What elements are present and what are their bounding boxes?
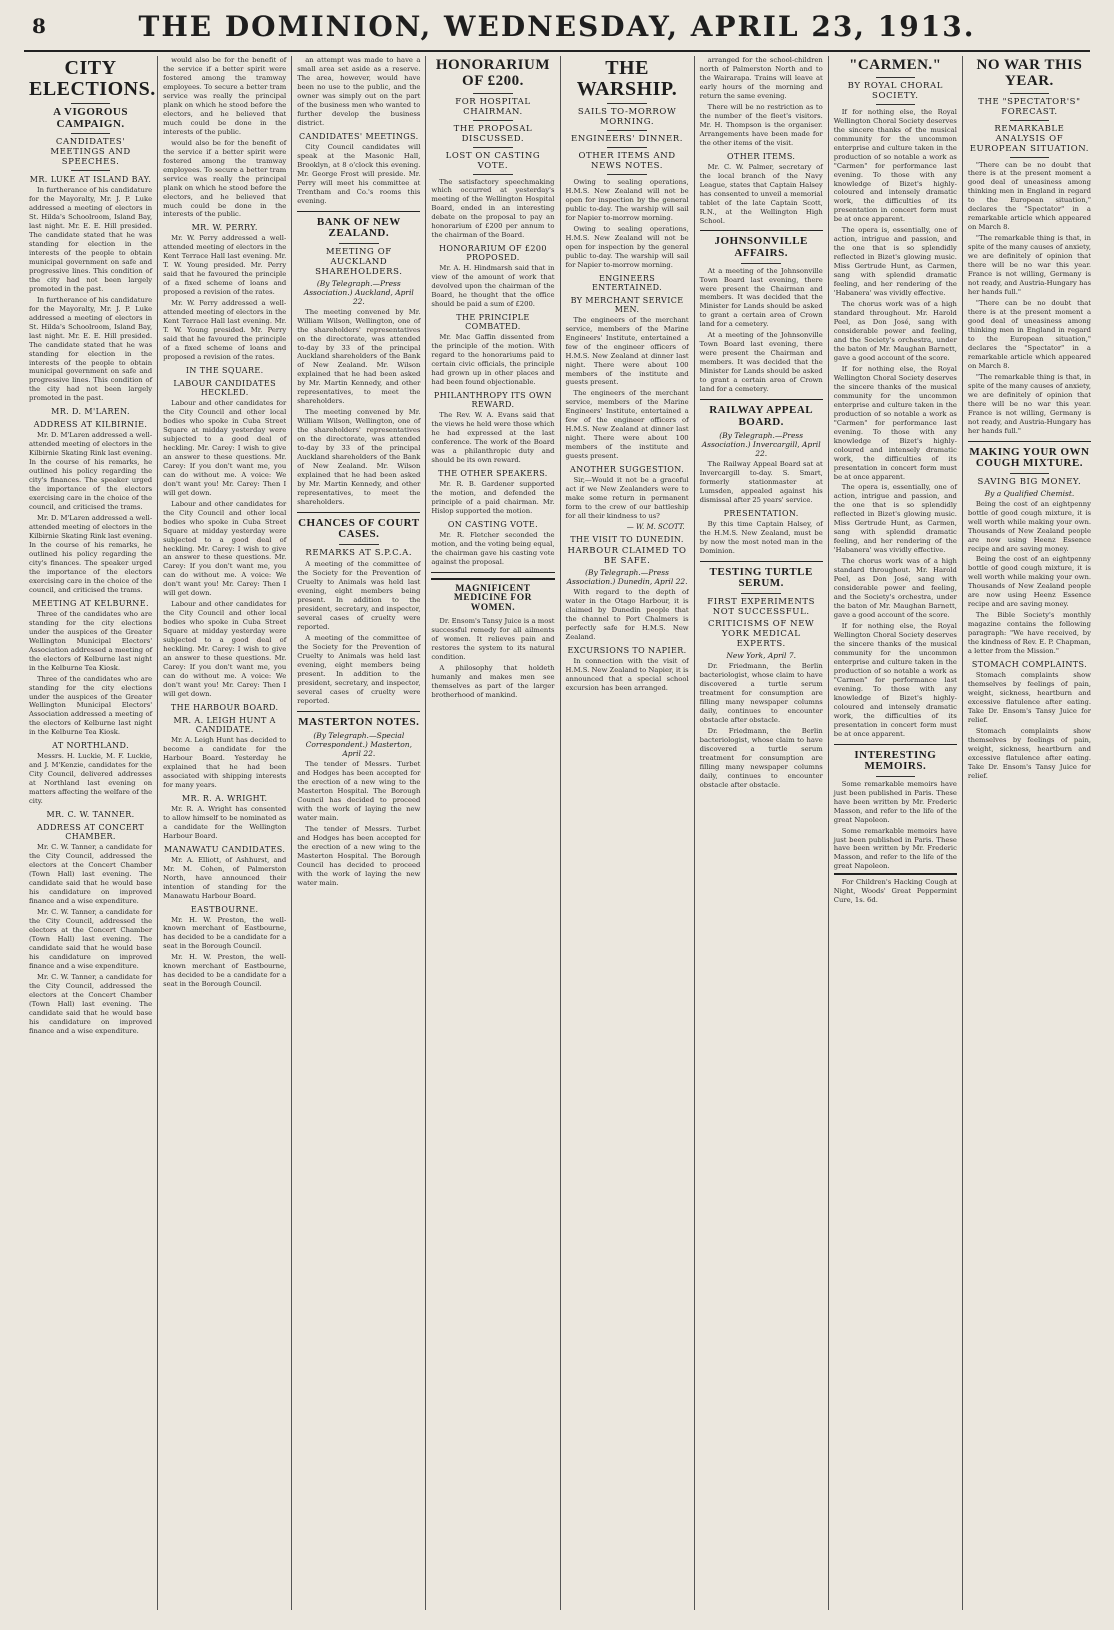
body-warship: Owing to sealing operations, H.M.S. New Zealand will not be open for inspection by the general public to-day. The warship will sail for Napier to-morrow morning.	[565, 178, 689, 222]
subhead-luke: MR. LUKE AT ISLAND BAY.	[29, 175, 152, 185]
deck-new-york-experts: CRITICISMS OF NEW YORK MEDICAL EXPERTS.	[708, 619, 815, 650]
subhead-philanthropy: PHILANTHROPY ITS OWN REWARD.	[433, 390, 552, 409]
subhead-eastbourne: EASTBOURNE.	[190, 904, 259, 914]
body-cough-2: Being the cost of an eightpenny bottle of good cough mixture, it is well worth while making your own. Thousands of New Zealand people are now using Heenz Essence recipe and are saving money.	[967, 555, 1091, 609]
headline-court-cases: CHANCES OF COURT CASES.	[298, 516, 420, 541]
headline-warship: THE WARSHIP.	[576, 57, 678, 100]
body-carmen-5: The opera is, essentially, one of action, intrigue and passion, and the one that is so splendidly reflected in Bizet's glowing music. Miss Gertrude Hunt, as Carmen, sang with splendid dramatic feeling, and her rendering of the 'Habanera' was vividly effective.	[833, 483, 957, 555]
body-wright: Mr. R. A. Wright has consented to allow himself to be nominated as a candidate for the Wellington Harbour Board.	[163, 804, 287, 840]
body-napier: In connection with the visit of H.M.S. New Zealand to Napier, it is announced that a special school excursion has been arranged.	[565, 656, 689, 692]
headline-carmen: "CARMEN."	[849, 57, 942, 73]
body-eastbourne-2: Mr. H. W. Preston, the well-known merchant of Eastbourne, has decided to be a candidate for a seat in the Borough Council.	[163, 953, 287, 989]
headline-honorarium: HONORARIUM OF £200.	[435, 57, 551, 89]
column-2	[158, 56, 292, 1610]
body-casting: Mr. R. Fletcher seconded the motion, and the voting being equal, the chairman gave his casting vote against the proposal.	[431, 530, 555, 566]
body-court-2: A meeting of the committee of the Society for the Prevention of Cruelty to Animals was held last evening, eight members being present. In addition to the president, secretary, and inspector, several cases of cruelty were reported.	[297, 633, 421, 705]
body-perry-2: Mr. W. Perry addressed a well-attended meeting of electors in the Kent Terrace Hall last evening. Mr. T. W. Young presided. Mr. Perry said that he favoured the principle of a fixed scheme of loans and proposed a revision of the rates.	[163, 299, 287, 362]
body-manawatu: Mr. A. Elliott, of Ashhurst, and Mr. M. Cohen, of Palmerston North, have announced their intention of standing for the Manawatu Harbour Board.	[163, 855, 287, 900]
body-no-war-2: "The remarkable thing is that, in spite of the many causes of anxiety, we are definitely of opinion that there will be no war this year. France is not willing, Germany is not ready, and Austria-Hungary has her hands full."	[967, 234, 1091, 297]
body-stomach: Stomach complaints show themselves by feelings of pain, weight, sickness, heartburn and excessive flatulence after eating. Take Dr. Ensom's Tansy Juice for relief.	[967, 671, 1091, 724]
body-luke-2: In furtherance of his candidature for the Mayoralty, Mr. J. P. Luke addressed a meeting of electors in St. Hilda's Schoolroom, Island Bay, last night. Mr. E. E. Hill presided. The candidate stated that he was standing for election in the interests of the people to obtain municipal government on safe and progressive lines. This condition of the city had not been largely promoted in the past.	[29, 295, 153, 403]
subhead-leigh-hunt: MR. A. LEIGH HUNT A CANDIDATE.	[173, 715, 276, 734]
headline-railway-appeal: RAILWAY APPEAL BOARD.	[709, 404, 814, 428]
subhead-labour-heckled: LABOUR CANDIDATES HECKLED.	[173, 379, 277, 397]
body-no-war-4: "The remarkable thing is that, in spite of the many causes of anxiety, we are definitely of opinion that there will be no war this year. France is not willing, Germany is not ready, and Austria-Hungary has her hands full."	[967, 372, 1091, 435]
headline-masterton: MASTERTON NOTES.	[298, 715, 420, 728]
body-presentation: By this time Captain Halsey, of the H.M.S. New Zealand, must be by now the most noted man in the Dominion.	[699, 520, 823, 555]
deck-auckland-shareholders: MEETING OF AUCKLAND SHAREHOLDERS.	[315, 246, 403, 277]
subhead-tanner: MR. C. W. TANNER.	[46, 810, 135, 820]
deck-royal-choral: BY ROYAL CHORAL SOCIETY.	[847, 80, 943, 101]
headline-no-war: NO WAR THIS YEAR.	[976, 57, 1083, 89]
deck-engineers-dinner: ENGINEERS' DINNER.	[571, 134, 684, 144]
body-excursions: arranged for the school-children north of Palmerston North and to the Wairarapa. Trains will leave at early hours of the morning and return the same evening.	[699, 56, 823, 100]
subhead-engineers: ENGINEERS ENTERTAINED.	[592, 273, 663, 292]
letter-signature: — W. M. SCOTT.	[626, 523, 685, 532]
body-woods-ad: For Children's Hacking Cough at Night, Woods' Great Peppermint Cure, 1s. 6d.	[833, 878, 957, 905]
subhead-harbour: THE HARBOUR BOARD.	[170, 702, 279, 712]
body-principle: Mr. Mac Gaffin dissented from the principle of the motion. With regard to the honorariums paid to certain civic officials, the principle had grown up in other places and had been found objectionable.	[431, 333, 555, 386]
headline-city-elections: CITY ELECTIONS.	[29, 57, 156, 100]
body-honorarium: The satisfactory speechmaking which occurred at yesterday's meeting of the Wellington Hospital Board, ended in an interesting debate on the proposal to pay an honorarium of £200 per annum to the chairman of the Board.	[431, 177, 555, 240]
body-candidates-meetings: City Council candidates will speak at the Masonic Hall, Brooklyn, at 8 o'clock this evening. Mr. George Frost will preside. Mr. Perry will meet his committee at Trentham and Co.'s rooms this evening.	[297, 142, 421, 205]
body-kelburne: Three of the candidates who are standing for the city elections under the auspices of the Greater Wellington Municipal Electors' Association addressed a meeting of the electors of Kelburne last night in the Kelburne Tea Kiosk.	[29, 609, 153, 672]
body-turtle-2: Dr. Friedmann, the Berlin bacteriologist, whose claim to have discovered a turtle serum treatment for consumption are filling many newspaper columns daily, continues to encounter obstacle after obstacle.	[699, 726, 823, 789]
deck-other-items: OTHER ITEMS AND NEWS NOTES.	[578, 151, 676, 171]
subhead-square: IN THE SQUARE.	[185, 366, 264, 375]
dateline-turtle: New York, April 7.	[726, 651, 797, 661]
body-philanthropy: The Rev. W. A. Evans said that the views he held were those which he had expressed at the last conference. The work of the Board was a philanthropic duty and should be its own reward.	[431, 410, 555, 464]
subhead-mclaren-address: ADDRESS AT KILBIRNIE.	[33, 420, 148, 430]
subhead-casting: ON CASTING VOTE.	[447, 519, 539, 529]
body-square-3: Labour and other candidates for the City Council and other local bodies who spoke in Cuba Street Square at midday yesterday were subjected to a good deal of heckling. Mr. Carey: I wish to give an answer to these questions. Mr. Carey: If you don't want me, you can do without me. A voice: We don't want you! Mr. Carey: Then I will get down.	[163, 600, 287, 698]
dateline-railway: (By Telegraph.—Press Association.) Invercargill, April 22.	[701, 431, 821, 459]
body-masterton-2: The tender of Messrs. Turbet and Hodges has been accepted for the erection of a new wing to the Masterton Hospital. The Borough Council has decided to proceed with the work of laying the new water main.	[297, 824, 421, 887]
body-tram-service-2: would also be for the benefit of the service if a better spirit were fostered among the tramway employees. To secure a better tram service was really the principal plank on which he stood before the electors, and he believed that much could be done in the interests of the public.	[163, 138, 287, 219]
deck-sails-tomorrow: SAILS TO-MORROW MORNING.	[577, 107, 677, 127]
subhead-manawatu: MANAWATU CANDIDATES.	[164, 844, 286, 854]
body-johnsonville-2: At a meeting of the Johnsonville Town Board last evening, there were present the Chairman and members. It was decided that the Minister for Lands should be asked to grant a certain area of Crown land for a cemetery.	[699, 331, 823, 394]
subhead-other-items: OTHER ITEMS.	[727, 151, 796, 161]
body-no-war-3: "There can be no doubt that there is at the present moment a good deal of uneasiness among thinking men in England in regard to the European situation," declares the "Spectator" in a remarkable article which appeared on March 8.	[967, 299, 1091, 370]
body-turtle: Dr. Friedmann, the Berlin bacteriologist, whose claim to have discovered a turtle serum treatment for consumption are filling many newspaper columns daily, continues to encounter obstacle after obstacle.	[699, 662, 823, 724]
body-no-war-1: "There can be no doubt that there is at the present moment a good deal of uneasiness among thinking men in England in regard to the European situation," declares the "Spectator" in a remarkable article which appeared on March 8.	[967, 160, 1091, 232]
column-5	[561, 56, 695, 1610]
deck-vigorous-campaign: A VIGOROUS CAMPAIGN.	[53, 106, 128, 130]
subhead-presentation: PRESENTATION.	[723, 509, 799, 519]
page-number: 8	[32, 14, 46, 38]
subhead-stomach: STOMACH COMPLAINTS.	[971, 660, 1088, 670]
subhead-northland: AT NORTHLAND.	[52, 741, 130, 751]
subhead-napier: EXCURSIONS TO NAPIER.	[567, 645, 687, 655]
body-engineers-2: The engineers of the merchant service, members of the Marine Engineers' Institute, entertained a few of the engineer officers of H.M.S. New Zealand at dinner last night. There were about 100 members of the institute and guests present.	[565, 389, 689, 461]
body-tanner: Mr. C. W. Tanner, a candidate for the City Council, addressed the electors at the Concert Chamber (Town Hall) last evening. The candidate said that he would base his candidature on improved finance and a wise expenditure.	[29, 843, 153, 905]
deck-first-experiments: FIRST EXPERIMENTS NOT SUCCESSFUL.	[707, 597, 816, 618]
body-court: A meeting of the committee of the Society for the Prevention of Cruelty to Animals was held last evening, eight members being present. In addition to the president, secretary, and inspector, several cases of cruelty were reported.	[297, 560, 421, 631]
body-medicine: Dr. Ensom's Tansy Juice is a most successful remedy for all ailments of women. It relieves pain and restores the system to its natural condition.	[431, 617, 555, 662]
body-square: Labour and other candidates for the City Council and other local bodies who spoke in Cuba Street Square at midday yesterday were subjected to a good deal of heckling. Mr. Carey: I wish to give an answer to these questions. Mr. Carey: If you don't want me, you can do without me. A voice: We don't want you! Mr. Carey: Then I will get down.	[163, 399, 287, 497]
subhead-kelburne: MEETING AT KELBURNE.	[32, 598, 149, 608]
body-carmen-6: The chorus work was of a high standard throughout. Mr. Harold Peel, as Don José, sang with considerable power and feeling, and the Society's orchestra, under the baton of Mr. Maughan Barnett, gave a good account of the score.	[833, 557, 957, 620]
deck-hospital-chairman: FOR HOSPITAL CHAIRMAN.	[455, 96, 531, 117]
subhead-other-speakers: THE OTHER SPEAKERS.	[438, 468, 548, 478]
deck-saving-money: SAVING BIG MONEY.	[977, 476, 1082, 487]
body-kelburne-2: Three of the candidates who are standing for the city elections under the auspices of the Greater Wellington Municipal Electors' Association addressed a meeting of the electors of Kelburne last night in the Kelburne Tea Kiosk.	[29, 674, 153, 737]
body-memoirs-2: Some remarkable memoirs have just been published in Paris. These have been written by Mr. Frederic Masson, and refer to the life of the great Napoleon.	[833, 826, 957, 871]
body-bank: The meeting convened by Mr. William Wilson, Wellington, one of the shareholders' representatives on the directorate, was attended to-day by 33 of the principal Auckland shareholders of the Bank of New Zealand. Mr. Wilson explained that he had been asked by Mr. Martin Kennedy, and other representatives, to meet the shareholders.	[297, 307, 421, 406]
body-bible-society: The Bible Society's monthly magazine contains the following paragraph: "We have received, by the kindness of Rev. E. P. Chapman, a letter from the Mission."	[967, 611, 1091, 656]
body-tanner-2: Mr. C. W. Tanner, a candidate for the City Council, addressed the electors at the Concert Chamber (Town Hall) last evening. The candidate said that he would base his candidature on improved finance and a wise expenditure.	[29, 907, 153, 970]
deck-casting-vote: LOST ON CASTING VOTE.	[445, 150, 541, 171]
masthead	[24, 6, 1090, 52]
body-northland: Messrs. H. Luckie, M. F. Luckie, and J. M'Kenzie, candidates for the City Council, delivered addresses at Northland last evening on matters affecting the welfare of the city.	[29, 752, 153, 806]
body-square-2: Labour and other candidates for the City Council and other local bodies who spoke in Cuba Street Square at midday yesterday were subjected to a good deal of heckling. Mr. Carey: I wish to give an answer to these questions. Mr. Carey: If you don't want me, you can do without me. A voice: We don't want you! Mr. Carey: Then I will get down.	[163, 499, 287, 598]
column-7	[829, 56, 963, 1610]
body-proposed: Mr. A. H. Hindmarsh said that in view of the amount of work that devolved upon the chairman of the Board, he thought that the office should be paid a sum of £200.	[431, 264, 555, 309]
body-luke: In furtherance of his candidature for the Mayoralty, Mr. J. P. Luke addressed a meeting of electors in St. Hilda's Schoolroom, Island Bay, last night. Mr. E. E. Hill presided. The candidate stated that he was standing for election in the interests of the people to obtain municipal government on safe and progressive lines. This condition of the city had not been largely promoted in the past.	[29, 186, 153, 293]
body-railway: The Railway Appeal Board sat at Invercargill to-day. S. Smart, formerly stationmaster at Lumsden, appealed against his dismissal after 25 years' service.	[699, 460, 823, 505]
deck-harbour-safe: HARBOUR CLAIMED TO BE SAFE.	[567, 546, 687, 567]
body-mclaren-2: Mr. D. M'Laren addressed a well-attended meeting of electors in the Kilbirnie Skating Rink last evening. In the course of his remarks, he outlined his policy regarding the city's finances. The speaker urged the importance of the electors exercising care in the choice of the council, and criticised the trams.	[29, 514, 153, 594]
body-suggestion: Sir,—Would it not be a graceful act if we New Zealanders were to make some return in permanent form to the crew of our battleship for all their kindness to us?	[565, 476, 689, 521]
column-4	[426, 56, 560, 1610]
column-3	[292, 56, 426, 1610]
body-medicine-quote: A philosophy that holdeth humanly and makes men see themselves as part of the larger brotherhood of mankind.	[431, 664, 555, 700]
subhead-suggestion: ANOTHER SUGGESTION.	[570, 465, 685, 475]
body-harbour: Mr. A. Leigh Hunt has decided to become a candidate for the Harbour Board. Yesterday he explained that he had been associated with shipping interests for many years.	[163, 735, 287, 789]
body-cough: Being the cost of an eightpenny bottle of good cough mixture, it is well worth while making your own. Thousands of New Zealand people are now using Heenz Essence recipe and are saving money.	[967, 499, 1091, 553]
body-johnsonville: At a meeting of the Johnsonville Town Board last evening, there were present the Chairman and members. It was decided that the Minister for Lands should be asked to grant a certain area of Crown land for a cemetery.	[699, 266, 823, 329]
body-tanner-3: Mr. C. W. Tanner, a candidate for the City Council, addressed the electors at the Concert Chamber (Town Hall) last evening. The candidate said that he would base his candidature on improved finance and a wise expenditure.	[29, 972, 153, 1035]
headline-cough-mixture: MAKING YOUR OWN COUGH MIXTURE.	[969, 445, 1090, 470]
subhead-proposed: HONORARIUM OF £200 PROPOSED.	[439, 244, 547, 263]
body-other-speakers: Mr. R. B. Gardener supported the motion, and defended the principle of a paid chairman. Mr. Hislop supported the motion.	[431, 479, 555, 515]
column-6	[695, 56, 829, 1610]
subhead-wright: MR. R. A. WRIGHT.	[181, 793, 268, 803]
headline-memoirs: INTERESTING MEMOIRS.	[854, 748, 937, 773]
body-stomach-2: Stomach complaints show themselves by feelings of pain, weight, sickness, heartburn and excessive flatulence after eating. Take Dr. Ensom's Tansy Juice for relief.	[967, 726, 1091, 780]
subhead-candidates-meetings: CANDIDATES' MEETINGS.	[299, 131, 419, 141]
body-carmen-4: If for nothing else, the Royal Wellington Choral Society deserves the sincere thanks of the musical community for the uncommon enterprise and culture taken in the production of so notable a work as "Carmen" for performance last evening. To those with any knowledge of Bizet's highly-coloured and intensely dramatic work, the difficulties of its presentation in concert form must be at once apparent.	[833, 364, 957, 481]
headline-johnsonville: JOHNSONVILLE AFFAIRS.	[714, 235, 808, 260]
dateline-masterton: (By Telegraph.—Special Correspondent.) Masterton, April 22.	[305, 731, 413, 759]
column-1	[24, 56, 158, 1610]
headline-magnificent-medicine: MAGNIFICENT MEDICINE FOR WOMEN.	[453, 583, 532, 614]
dateline-dunedin: (By Telegraph.—Press Association.) Dunedin, April 22.	[566, 568, 688, 587]
deck-spca: REMARKS AT S.P.C.A.	[305, 548, 413, 559]
subhead-principle: THE PRINCIPLE COMBATED.	[456, 313, 530, 332]
subhead-mclaren: MR. D. M'LAREN.	[51, 407, 130, 417]
dateline-bank: (By Telegraph.—Press Association.) Auckland, April 22.	[303, 278, 414, 306]
body-bank-2: The meeting convened by Mr. William Wilson, Wellington, one of the shareholders' representatives on the directorate, was attended to-day by 33 of the principal Auckland shareholders of the Bank of New Zealand. Mr. Wilson explained that he had been asked by Mr. Martin Kennedy, and other representatives, to meet the shareholders.	[297, 408, 421, 506]
body-mclaren: Mr. D. M'Laren addressed a well-attended meeting of electors in the Kilbirnie Skating Rink last evening. In the course of his remarks, he outlined his policy regarding the city's finances. The speaker urged the importance of the electors exercising care in the choice of the council, and criticised the trams.	[29, 431, 153, 512]
body-masterton: The tender of Messrs. Turbet and Hodges has been accepted for the erection of a new wing to the Masterton Hospital. The Borough Council has decided to proceed with the work of laying the new water main.	[297, 760, 421, 822]
deck-candidates-meetings: CANDIDATES' MEETINGS AND SPEECHES.	[50, 137, 131, 168]
deck-spectator-forecast: THE "SPECTATOR'S" FORECAST.	[978, 96, 1081, 117]
subhead-tanner-address: ADDRESS AT CONCERT CHAMBER.	[37, 823, 145, 842]
body-engineers: The engineers of the merchant service, members of the Marine Engineers' Institute, entertained a few of the engineer officers of H.M.S. New Zealand at dinner last night. There were about 100 members of the institute and guests present.	[565, 315, 689, 387]
ad-woods-peppermint	[834, 873, 957, 905]
subhead-merchant-service: BY MERCHANT SERVICE MEN.	[570, 295, 684, 314]
story-city-elections	[29, 57, 156, 1036]
columns	[24, 56, 1096, 1610]
body-carmen-2: The opera is, essentially, one of action, intrigue and passion, and the one that is so splendidly reflected in Bizet's glowing music. Miss Gertrude Hunt, as Carmen, sang with splendid dramatic feeling, and her rendering of the 'Habanera' was vividly effective.	[833, 226, 957, 298]
body-eastbourne: Mr. H. W. Preston, the well-known merchant of Eastbourne, has decided to be a candidate for a seat in the Borough Council.	[163, 915, 287, 951]
headline-turtle-serum: TESTING TURTLE SERUM.	[709, 565, 813, 590]
dateline-chemist: By a Qualified Chemist.	[984, 488, 1075, 498]
body-reserve: an attempt was made to have a small area set aside as a reserve. The area, however, would have been no use to the public, and the owner was simply out on the part of the business men who wanted to further develop the business district.	[297, 56, 421, 127]
deck-proposal-discussed: THE PROPOSAL DISCUSSED.	[453, 123, 533, 144]
body-perry: Mr. W. Perry addressed a well-attended meeting of electors in the Kent Terrace Hall last evening. Mr. T. W. Young presided. Mr. Perry said that he favoured the principle of a fixed scheme of loans and proposed a revision of the rates.	[163, 234, 287, 297]
body-other-items: Mr. C. W. Palmer, secretary of the local branch of the Navy League, states that Captain Halsey has consented to unveil a memorial tablet of the late Captain Scott, R.N., at the Wellington High School.	[699, 162, 823, 225]
ad-tansy-juice	[431, 578, 554, 701]
body-memoirs: Some remarkable memoirs have just been published in Paris. These have been written by Mr. Frederic Masson, and refer to the life of the great Napoleon.	[833, 779, 957, 824]
body-carmen-3: The chorus work was of a high standard throughout. Mr. Harold Peel, as Don José, sang with considerable power and feeling, and the Society's orchestra, under the baton of Mr. Maughan Barnett, gave a good account of the score.	[833, 300, 957, 362]
headline-bank-nz: BANK OF NEW ZEALAND.	[316, 215, 401, 240]
subhead-dunedin: THE VISIT TO DUNEDIN.	[570, 535, 684, 545]
column-8	[963, 56, 1096, 1610]
body-warship-2: Owing to sealing operations, H.M.S. New Zealand will not be open for inspection by the general public to-day. The warship will sail for Napier to-morrow morning.	[565, 224, 689, 269]
body-carmen-7: If for nothing else, the Royal Wellington Choral Society deserves the sincere thanks of the musical community for the uncommon enterprise and culture taken in the production of so notable a work as "Carmen" for performance last evening. To those with any knowledge of Bizet's highly-coloured and intensely dramatic work, the difficulties of its presentation in concert form must be at once apparent.	[833, 622, 957, 738]
body-dunedin: With regard to the depth of water in the Otago Harbour, it is claimed by Dunedin people that the channel to Port Chalmers is perfectly safe for H.M.S. New Zealand.	[565, 588, 689, 641]
body-tram-service: would also be for the benefit of the service if a better spirit were fostered among the tramway employees. To secure a better tram service was really the principal plank on which he stood before the electors, and he believed that much could be done in the interests of the public.	[163, 56, 287, 136]
body-carmen-1: If for nothing else, the Royal Wellington Choral Society deserves the sincere thanks of the musical community for the uncommon enterprise and culture taken in the production of so notable a work as "Carmen" for performance last evening. To those with any knowledge of Bizet's highly-coloured and intensely dramatic work, the difficulties of its presentation in concert form must be at once apparent.	[833, 107, 957, 224]
newspaper-title: THE DOMINION, WEDNESDAY, APRIL 23, 1913.	[138, 10, 976, 43]
subhead-perry: MR. W. PERRY.	[191, 223, 258, 233]
body-fleet-visitors: There will be no restriction as to the number of the fleet's visitors. Mr. H. Thompson is the organiser. Arrangements have been made for the other items of the visit.	[699, 102, 823, 147]
deck-european-analysis: REMARKABLE ANALYSIS OF EUROPEAN SITUATION.	[969, 123, 1090, 154]
